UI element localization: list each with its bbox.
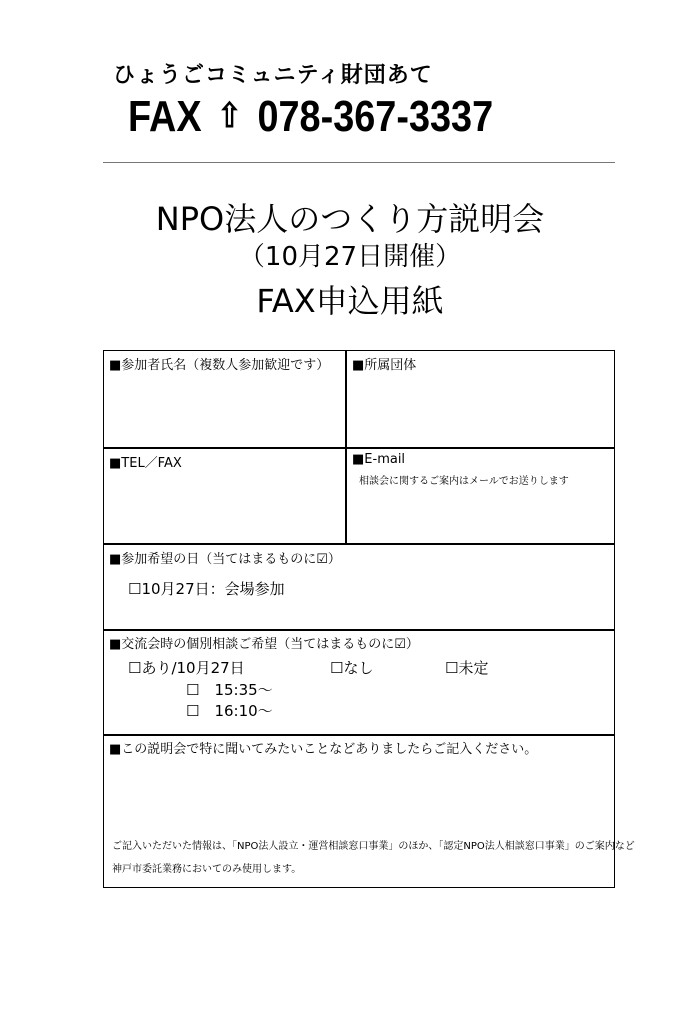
fax-prefix: FAX [128, 92, 202, 141]
email-note: 相談会に関するご案内はメールでお送りします [359, 476, 569, 487]
application-form [103, 350, 635, 888]
email-label: ■E-mail [352, 452, 406, 467]
questions-label: ■この説明会で特に聞いてみたいことなどありましたらご記入ください。 [109, 742, 538, 757]
consult-no-checkbox[interactable]: ☐なし [330, 659, 374, 677]
fax-number: 078-367-3337 [257, 92, 494, 141]
organization-label: ■所属団体 [352, 358, 417, 373]
consult-yes-checkbox[interactable]: ☐あり/10月27日 [128, 659, 245, 677]
consultation-section [104, 631, 615, 734]
addressee-heading: ひょうごコミュニティ財団あて [113, 63, 433, 88]
form-title: FAX申込用紙 [256, 282, 444, 320]
email-field[interactable] [347, 448, 615, 543]
privacy-note-line2: 神戸市委託業務においてのみ使用します。 [112, 864, 302, 875]
organization-field[interactable] [347, 351, 615, 447]
page-title: NPO法人のつくり方説明会 [155, 200, 545, 238]
date-preference-section [104, 545, 615, 629]
telfax-label: ■TEL／FAX [109, 456, 182, 471]
up-arrow-icon: ⇧ [217, 97, 242, 135]
fax-number-heading [128, 92, 493, 142]
event-date-subtitle: （10月27日開催） [238, 242, 462, 272]
telfax-field[interactable] [104, 448, 346, 543]
questions-field[interactable] [104, 736, 635, 887]
participants-field[interactable] [104, 351, 346, 447]
consult-undecided-checkbox[interactable]: ☐未定 [445, 659, 489, 677]
header-divider [103, 162, 615, 163]
consult-time-1535-checkbox[interactable]: ☐ 15:35～ [186, 681, 273, 699]
privacy-note-line1: ご記入いただいた情報は、「NPO法人設立・運営相談窓口事業」のほか、「認定NPO法人相談窓口事業」のご案内など [112, 841, 635, 852]
consult-time-1610-checkbox[interactable]: ☐ 16:10～ [186, 702, 273, 720]
consultation-label: ■交流会時の個別相談ご希望（当てはまるものに☑） [109, 637, 419, 652]
date-preference-label: ■参加希望の日（当てはまるものに☑） [109, 552, 341, 567]
date-option-oct27-checkbox[interactable]: ☐10月27日：会場参加 [128, 580, 285, 598]
participants-label: ■参加者氏名（複数人参加歓迎です） [109, 358, 330, 373]
